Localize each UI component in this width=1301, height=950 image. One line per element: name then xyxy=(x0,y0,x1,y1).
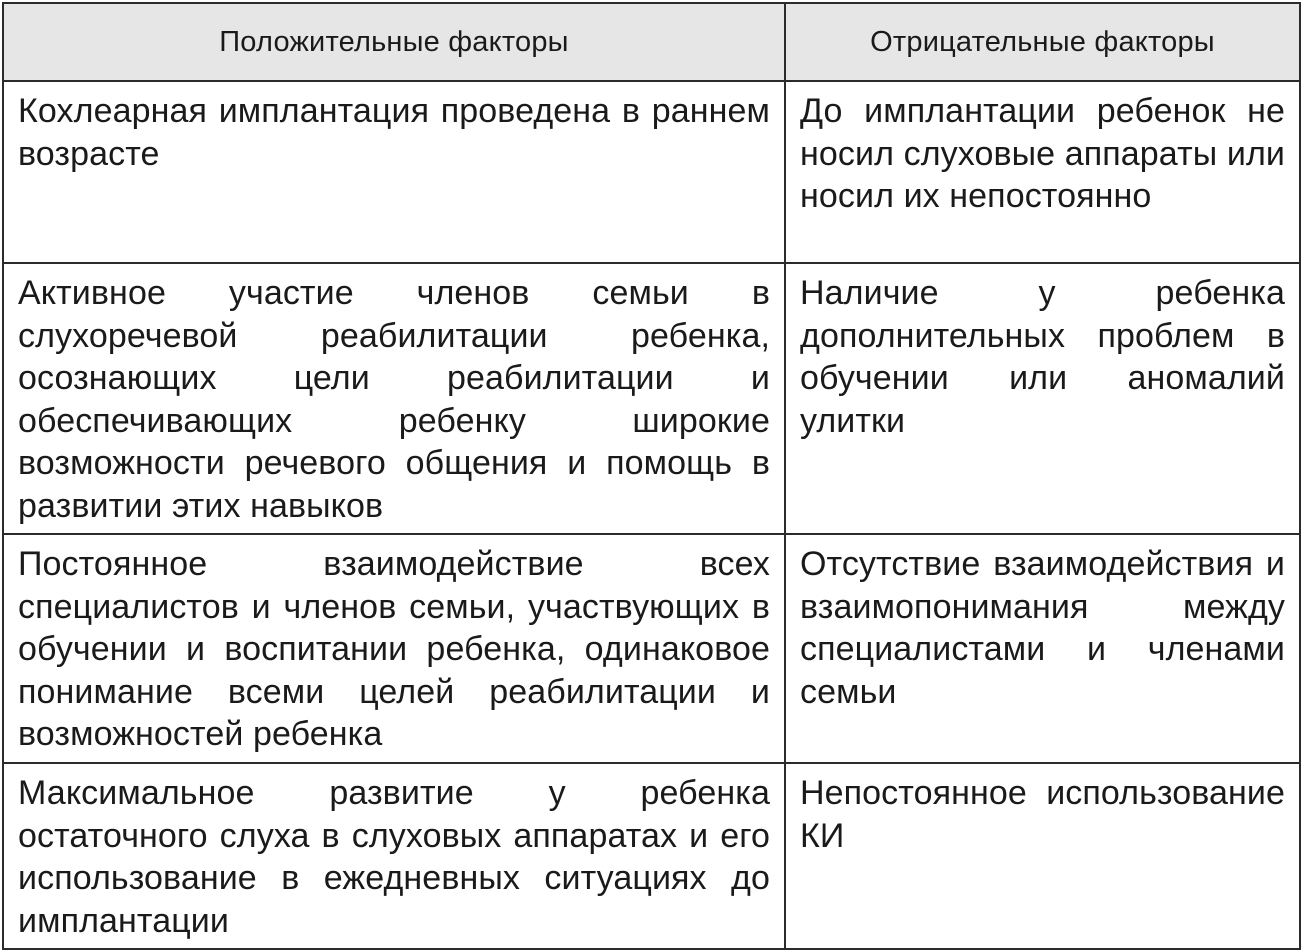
negative-factor-cell xyxy=(785,263,1300,534)
positive-factor-text: Активное участие членов семьи в слухоречевой реабилитации ребенка, осознающих цели реабилитации и обеспечивающих ребенку широкие возможности речевого общения и помощь в развитии этих навыков xyxy=(18,274,770,525)
negative-factor-text: Непостоянное использование КИ xyxy=(800,774,1285,855)
positive-factor-cell xyxy=(3,81,785,263)
negative-factor-text: Отсутствие взаимодействия и взаимопонимания между специалистами и членами семьи xyxy=(800,545,1285,711)
table-row xyxy=(3,263,1300,534)
table-row xyxy=(3,763,1300,949)
positive-factor-cell xyxy=(3,263,785,534)
positive-factor-text: Постоянное взаимодействие всех специалистов и членов семьи, участвующих в обучении и воспитании ребенка, одинаковое понимание всеми целей реабилитации и возможностей ребенка xyxy=(18,545,770,753)
table-row xyxy=(3,81,1300,263)
negative-factor-cell xyxy=(785,534,1300,763)
factors-table xyxy=(2,2,1301,950)
positive-factor-cell xyxy=(3,763,785,949)
positive-factor-text: Кохлеарная имплантация проведена в раннем возрасте xyxy=(18,92,770,173)
negative-factor-cell xyxy=(785,763,1300,949)
negative-factor-text: Наличие у ребенка дополнительных проблем в обучении или аномалий улитки xyxy=(800,274,1285,440)
positive-factor-cell xyxy=(3,534,785,763)
negative-factor-text: До имплантации ребенок не носил слуховые аппараты или носил их непостоянно xyxy=(800,92,1285,215)
negative-factor-cell xyxy=(785,81,1300,263)
table-row xyxy=(3,534,1300,763)
header-negative-factors: Отрицательные факторы xyxy=(785,3,1300,81)
positive-factor-text: Максимальное развитие у ребенка остаточного слуха в слуховых аппаратах и его использование в ежедневных ситуациях до имплантации xyxy=(18,774,770,940)
header-row xyxy=(3,3,1300,81)
header-positive-factors: Положительные факторы xyxy=(3,3,785,81)
